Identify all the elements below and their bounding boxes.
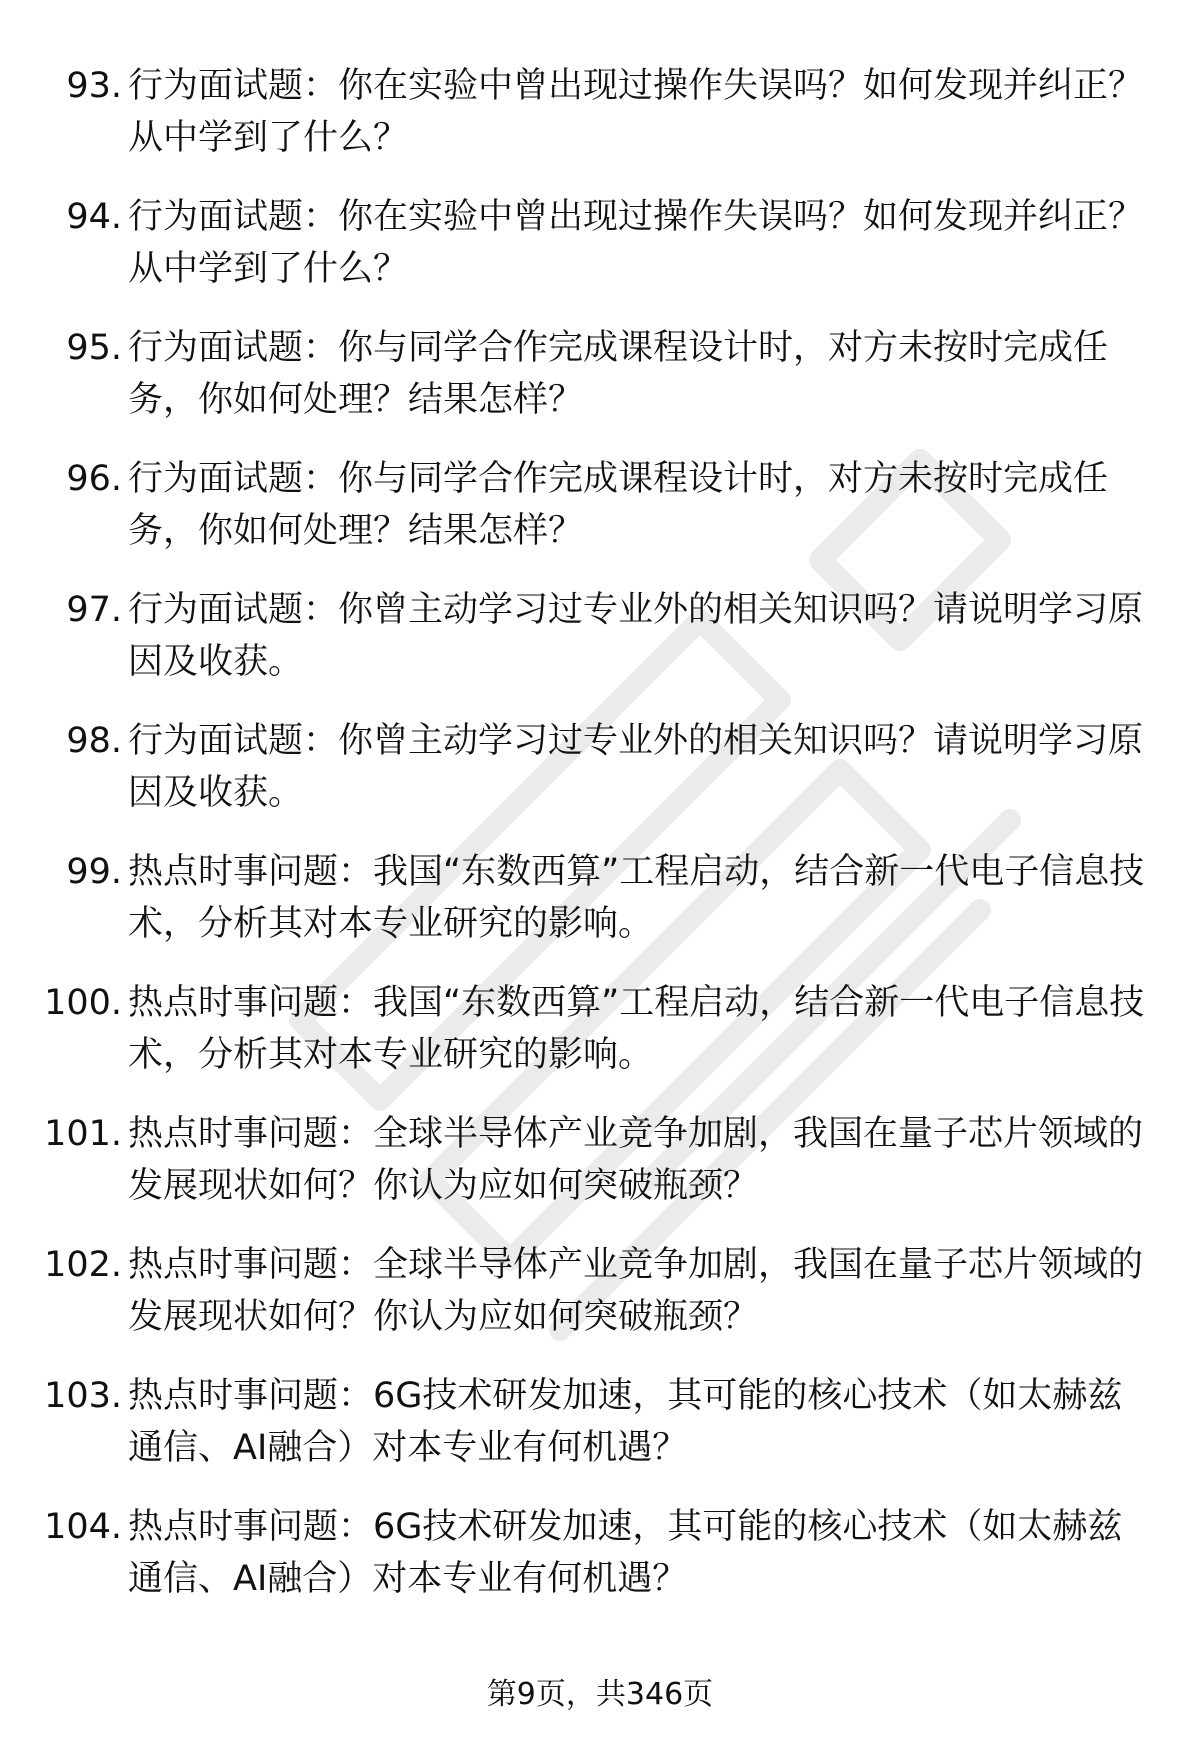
question-text: 行为面试题：你与同学合作完成课程设计时，对方未按时完成任务，你如何处理？结果怎样？ [128, 459, 1109, 551]
question-text: 热点时事问题：6G技术研发加速，其可能的核心技术（如太赫兹通信、AI融合）对本专业有何机遇？ [128, 1507, 1123, 1599]
question-text: 热点时事问题：全球半导体产业竞争加剧，我国在量子芯片领域的发展现状如何？你认为应如何突破瓶颈？ [128, 1245, 1144, 1337]
list-item [0, 453, 1200, 563]
list-item [0, 846, 1200, 956]
question-text: 行为面试题：你在实验中曾出现过操作失误吗？如何发现并纠正？从中学到了什么？ [128, 66, 1144, 158]
page-number-label: 第9页，共346页 [486, 1677, 714, 1712]
question-number: 100. [44, 983, 122, 1023]
list-item [0, 1370, 1200, 1480]
question-number: 103. [44, 1376, 122, 1416]
list-item [0, 1108, 1200, 1218]
question-text: 行为面试题：你曾主动学习过专业外的相关知识吗？请说明学习原因及收获。 [128, 590, 1144, 682]
question-number: 104. [44, 1507, 122, 1547]
list-item [0, 322, 1200, 432]
list-item [0, 1239, 1200, 1349]
question-number: 102. [44, 1245, 122, 1285]
question-text: 行为面试题：你与同学合作完成课程设计时，对方未按时完成任务，你如何处理？结果怎样？ [128, 328, 1109, 420]
question-number: 101. [44, 1114, 122, 1154]
question-text: 行为面试题：你曾主动学习过专业外的相关知识吗？请说明学习原因及收获。 [128, 721, 1144, 813]
question-text: 热点时事问题：6G技术研发加速，其可能的核心技术（如太赫兹通信、AI融合）对本专业有何机遇？ [128, 1376, 1123, 1468]
list-item [0, 60, 1200, 170]
question-number: 98. [66, 721, 122, 761]
question-text: 热点时事问题：我国“东数西算”工程启动，结合新一代电子信息技术，分析其对本专业研究的影响。 [128, 983, 1145, 1075]
list-item [0, 584, 1200, 694]
list-item [0, 1501, 1200, 1611]
question-text: 行为面试题：你在实验中曾出现过操作失误吗？如何发现并纠正？从中学到了什么？ [128, 197, 1144, 289]
list-item [0, 191, 1200, 301]
list-item [0, 977, 1200, 1087]
question-number: 95. [66, 328, 122, 368]
question-number: 93. [66, 66, 122, 106]
question-number: 97. [66, 590, 122, 630]
list-item [0, 715, 1200, 825]
question-number: 94. [66, 197, 122, 237]
question-number: 96. [66, 459, 122, 499]
page-footer [0, 1675, 1200, 1715]
question-number: 99. [66, 852, 122, 892]
question-text: 热点时事问题：全球半导体产业竞争加剧，我国在量子芯片领域的发展现状如何？你认为应如何突破瓶颈？ [128, 1114, 1144, 1206]
question-text: 热点时事问题：我国“东数西算”工程启动，结合新一代电子信息技术，分析其对本专业研究的影响。 [128, 852, 1145, 944]
